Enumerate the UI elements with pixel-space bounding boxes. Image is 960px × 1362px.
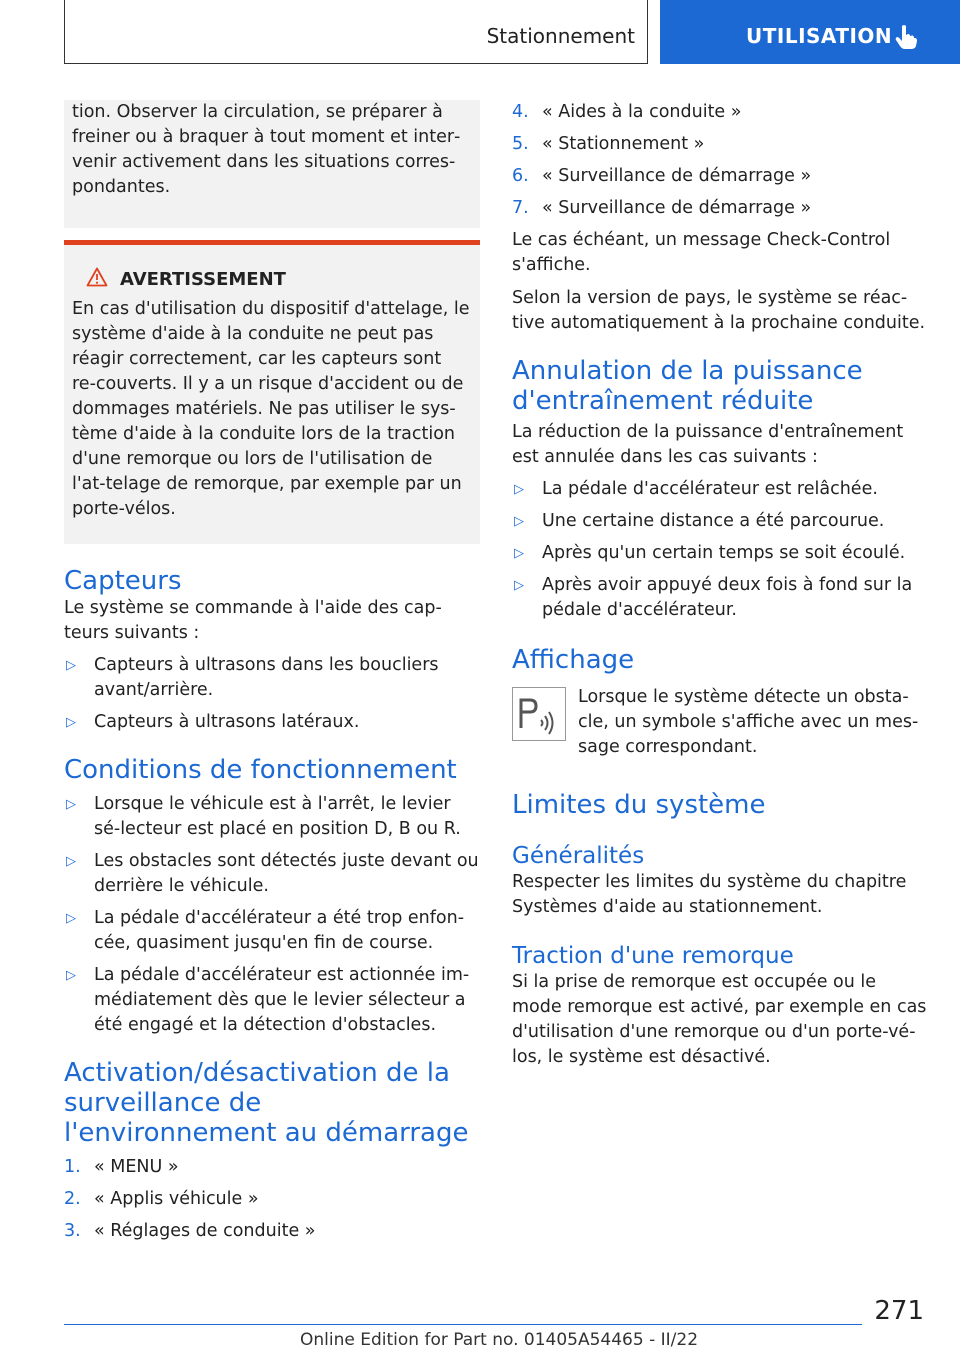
warning-body: En cas d'utilisation du dispositif d'attelage, le système d'aide à la conduite ne peut pas réagir correctement, car les capteurs sont re‐couverts. Il y a un risque d'accident ou de dommages matériels. Ne pas utiliser le sys‐tème d'aide à la conduite lors de la traction d'une remorque ou lors de l'utilisation de l'at‐telage de remorque, par exemple par un porte-vélos. — [72, 299, 470, 519]
list-item: ▷ La pédale d'accélérateur est actionnée im‐médiatement dès que le levier sélecteur a été engagé et la détection d'obstacles. — [66, 965, 470, 1035]
list-item: ▷ Capteurs à ultrasons dans les boucliers avant/arrière. — [66, 655, 439, 700]
affichage-text: Lorsque le système détecte un obsta‐cle, un symbole s'affiche avec un mes‐sage correspondant. — [578, 687, 919, 757]
activation-heading: Activation/désactivation de la surveillance de l'environnement au démarrage — [64, 1058, 469, 1148]
conditions-list — [64, 792, 480, 1038]
list-item: ▷ Une certaine distance a été parcourue. — [512, 509, 928, 534]
warning-box — [64, 240, 480, 544]
note-box — [64, 100, 480, 228]
pointing-hand-icon — [894, 24, 918, 54]
annulation-list — [512, 477, 928, 623]
footer-edition: Online Edition for Part no. 01405A54465 - II/22 — [300, 1330, 699, 1350]
list-item: ▷ Après avoir appuyé deux fois à fond sur la pédale d'accélérateur. — [514, 575, 913, 620]
header-section-title: Stationnement — [486, 24, 635, 48]
general-text: Respecter les limites du système du chapitre Systèmes d'aide au stationnement. — [512, 872, 907, 917]
bullet-triangle-icon: ▷ — [66, 658, 76, 673]
warning-header — [72, 267, 470, 291]
warning-title: AVERTISSEMENT — [120, 268, 286, 290]
step-item: 3. « Réglages de conduite » — [64, 1221, 316, 1241]
general-heading: Généralités — [512, 843, 645, 869]
bullet-triangle-icon: ▷ — [514, 482, 524, 497]
conditions-heading: Conditions de fonctionnement — [64, 755, 457, 785]
step-item: 4. « Aides à la conduite » — [512, 102, 742, 122]
annulation-intro: La réduction de la puissance d'entraînement est annulée dans les cas suivants : — [512, 422, 904, 467]
bullet-triangle-icon: ▷ — [66, 797, 76, 812]
step-item: 7. « Surveillance de démarrage » — [512, 198, 812, 218]
bullet-triangle-icon: ▷ — [66, 854, 76, 869]
header-chapter-title: UTILISATION — [746, 24, 893, 48]
step-item: 6. « Surveillance de démarrage » — [512, 166, 812, 186]
affichage-block — [512, 685, 928, 760]
list-item: ▷ La pédale d'accélérateur a été trop enfon‐cée, quasiment jusqu'en fin de course. — [66, 908, 465, 953]
step-item: 2. « Applis véhicule » — [64, 1189, 259, 1209]
list-item: ▷ Après qu'un certain temps se soit écoulé. — [512, 541, 928, 566]
step-item: 5. « Stationnement » — [512, 134, 705, 154]
limits-heading: Limites du système — [512, 790, 766, 820]
affichage-heading: Affichage — [512, 645, 635, 675]
bullet-triangle-icon: ▷ — [66, 968, 76, 983]
sensors-list — [64, 653, 480, 735]
sensors-intro: Le système se commande à l'aide des cap‐teurs suivants : — [64, 598, 442, 643]
annulation-heading: Annulation de la puissance d'entraînement réduite — [512, 356, 863, 416]
country-version-text: Selon la version de pays, le système se réac‐tive automatiquement à la prochaine conduite. — [512, 288, 926, 333]
bullet-triangle-icon: ▷ — [514, 514, 524, 529]
page-number: 271 — [874, 1296, 924, 1326]
footer-divider — [64, 1324, 862, 1325]
bullet-triangle-icon: ▷ — [514, 578, 524, 593]
note-text: tion. Observer la circulation, se préparer à freiner ou à braquer à tout moment et inter‐venir activement dans les situations corres‐pondantes. — [72, 102, 461, 197]
warning-triangle-icon — [86, 267, 108, 291]
list-item: ▷ Les obstacles sont détectés juste devant ou derrière le véhicule. — [66, 851, 479, 896]
bullet-triangle-icon: ▷ — [514, 546, 524, 561]
list-item: ▷ Capteurs à ultrasons latéraux. — [64, 710, 480, 735]
parking-sensor-icon — [512, 687, 566, 741]
header-section-box — [64, 0, 648, 64]
left-column — [64, 100, 480, 1244]
sensors-heading: Capteurs — [64, 566, 182, 596]
bullet-triangle-icon: ▷ — [66, 911, 76, 926]
list-item: ▷ La pédale d'accélérateur est relâchée. — [512, 477, 928, 502]
header-chapter-tab — [660, 0, 960, 64]
activation-steps — [64, 1155, 480, 1244]
traction-heading: Traction d'une remorque — [512, 943, 794, 969]
list-item: ▷ Lorsque le véhicule est à l'arrêt, le levier sé‐lecteur est placé en position D, B ou R. — [66, 794, 461, 839]
activation-steps-cont — [512, 100, 928, 221]
bullet-triangle-icon: ▷ — [66, 715, 76, 730]
traction-text: Si la prise de remorque est occupée ou le mode remorque est activé, par exemple en cas d'utilisation d'une remorque ou d'un porte-vé‐los, le système est désactivé. — [512, 972, 927, 1067]
right-column — [512, 100, 928, 1070]
step-item: 1. « MENU » — [64, 1157, 179, 1177]
check-control-text: Le cas échéant, un message Check-Control s'affiche. — [512, 230, 891, 275]
